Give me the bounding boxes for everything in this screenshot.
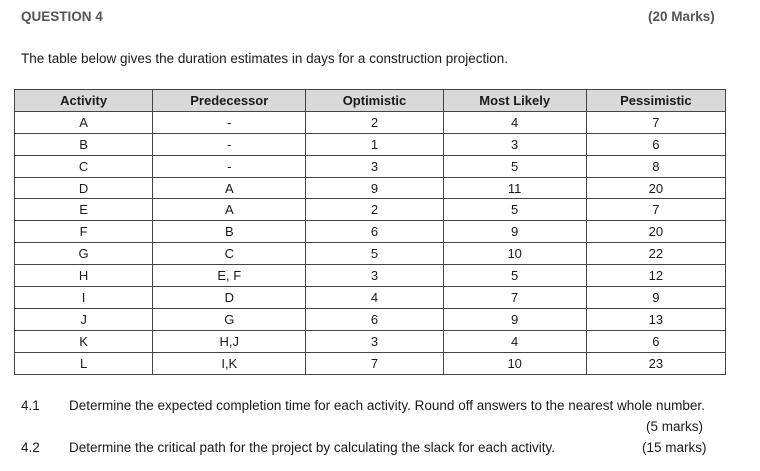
most-likely-cell: 5 <box>443 265 586 287</box>
pessimistic-cell: 20 <box>586 221 725 243</box>
optimistic-cell: 1 <box>306 133 443 155</box>
table-row <box>15 111 726 133</box>
most-likely-cell: 9 <box>443 308 586 330</box>
activity-cell: I <box>15 287 153 309</box>
header-pessimistic: Pessimistic <box>586 90 725 112</box>
question-text: Determine the expected completion time for each activity. Round off answers to the nearest whole number. <box>69 398 705 413</box>
predecessor-cell: I,K <box>153 352 306 374</box>
header-optimistic: Optimistic <box>306 90 443 112</box>
predecessor-cell: - <box>153 155 306 177</box>
table-row <box>15 155 726 177</box>
optimistic-cell: 3 <box>306 330 443 352</box>
pessimistic-cell: 8 <box>586 155 725 177</box>
question-number: 4.1 <box>21 398 40 413</box>
header-predecessor: Predecessor <box>153 90 306 112</box>
most-likely-cell: 5 <box>443 155 586 177</box>
activity-cell: F <box>15 221 153 243</box>
pessimistic-cell: 7 <box>586 199 725 221</box>
activity-cell: B <box>15 133 153 155</box>
most-likely-cell: 9 <box>443 221 586 243</box>
intro-text: The table below gives the duration estimates in days for a construction projection. <box>21 51 509 66</box>
activity-cell: C <box>15 155 153 177</box>
predecessor-cell: A <box>153 177 306 199</box>
optimistic-cell: 4 <box>306 287 443 309</box>
optimistic-cell: 3 <box>306 265 443 287</box>
pessimistic-cell: 7 <box>586 111 725 133</box>
table-row <box>15 330 726 352</box>
pessimistic-cell: 13 <box>586 308 725 330</box>
question-text: Determine the critical path for the project by calculating the slack for each activity. <box>69 440 555 455</box>
table-row <box>15 265 726 287</box>
optimistic-cell: 2 <box>306 199 443 221</box>
activity-cell: D <box>15 177 153 199</box>
activity-cell: E <box>15 199 153 221</box>
most-likely-cell: 5 <box>443 199 586 221</box>
most-likely-cell: 7 <box>443 287 586 309</box>
predecessor-cell: H,J <box>153 330 306 352</box>
table-row <box>15 177 726 199</box>
activity-cell: A <box>15 111 153 133</box>
predecessor-cell: A <box>153 199 306 221</box>
table-row <box>15 352 726 374</box>
optimistic-cell: 6 <box>306 221 443 243</box>
most-likely-cell: 4 <box>443 330 586 352</box>
optimistic-cell: 5 <box>306 243 443 265</box>
most-likely-cell: 10 <box>443 352 586 374</box>
pessimistic-cell: 20 <box>586 177 725 199</box>
question-4-1-marks: (5 marks) <box>646 419 703 434</box>
activity-cell: L <box>15 352 153 374</box>
activity-cell: H <box>15 265 153 287</box>
question-heading: QUESTION 4 <box>21 9 103 24</box>
most-likely-cell: 4 <box>443 111 586 133</box>
optimistic-cell: 7 <box>306 352 443 374</box>
duration-table <box>14 89 726 375</box>
optimistic-cell: 3 <box>306 155 443 177</box>
table-header-row <box>15 90 726 112</box>
activity-cell: J <box>15 308 153 330</box>
table-row <box>15 199 726 221</box>
predecessor-cell: G <box>153 308 306 330</box>
pessimistic-cell: 6 <box>586 330 725 352</box>
table-row <box>15 287 726 309</box>
activity-cell: K <box>15 330 153 352</box>
optimistic-cell: 6 <box>306 308 443 330</box>
most-likely-cell: 10 <box>443 243 586 265</box>
header-activity: Activity <box>15 90 153 112</box>
total-marks: (20 Marks) <box>648 9 715 24</box>
predecessor-cell: D <box>153 287 306 309</box>
table-body <box>15 111 726 374</box>
pessimistic-cell: 12 <box>586 265 725 287</box>
optimistic-cell: 2 <box>306 111 443 133</box>
pessimistic-cell: 6 <box>586 133 725 155</box>
pessimistic-cell: 22 <box>586 243 725 265</box>
most-likely-cell: 11 <box>443 177 586 199</box>
table-row <box>15 133 726 155</box>
predecessor-cell: B <box>153 221 306 243</box>
question-4-2-marks: (15 marks) <box>642 440 707 455</box>
most-likely-cell: 3 <box>443 133 586 155</box>
predecessor-cell: E, F <box>153 265 306 287</box>
pessimistic-cell: 23 <box>586 352 725 374</box>
table-row <box>15 221 726 243</box>
table-row <box>15 308 726 330</box>
predecessor-cell: - <box>153 111 306 133</box>
optimistic-cell: 9 <box>306 177 443 199</box>
header-most-likely: Most Likely <box>443 90 586 112</box>
table-row <box>15 243 726 265</box>
predecessor-cell: C <box>153 243 306 265</box>
question-number: 4.2 <box>21 440 40 455</box>
activity-cell: G <box>15 243 153 265</box>
predecessor-cell: - <box>153 133 306 155</box>
pessimistic-cell: 9 <box>586 287 725 309</box>
